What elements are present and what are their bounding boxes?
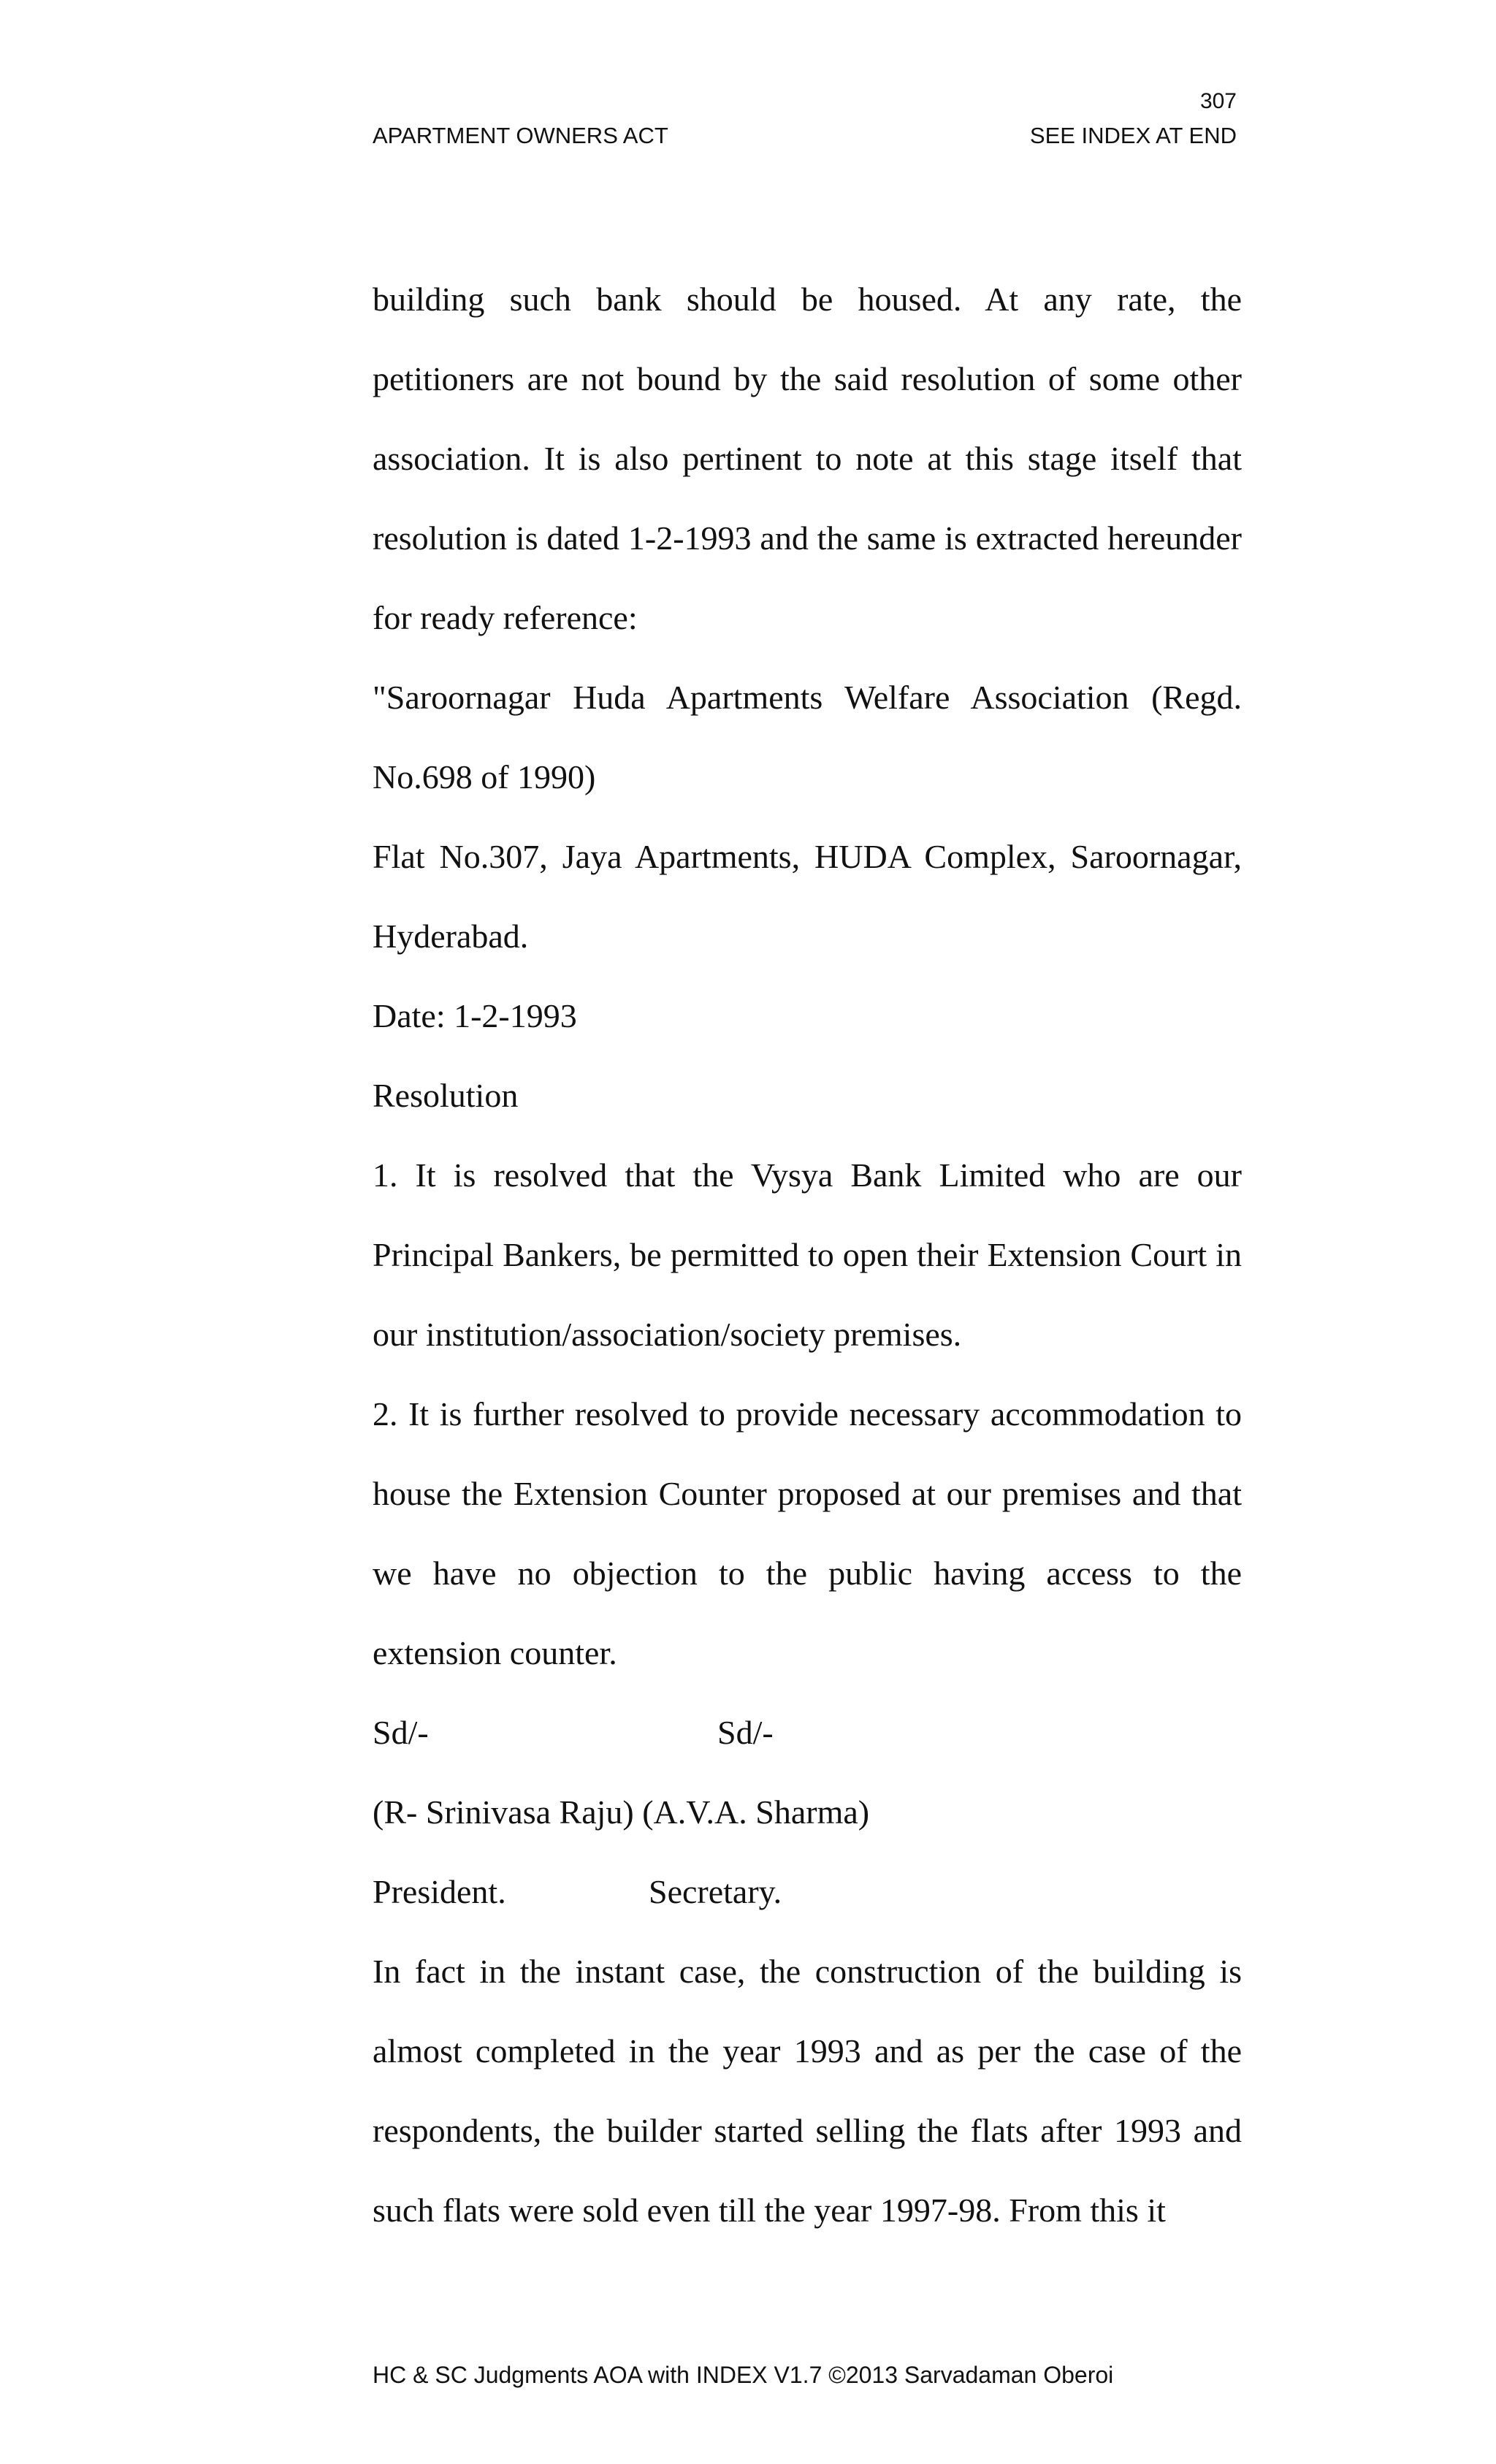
paragraph-closing: In fact in the instant case, the construction of the building is almost completed in the year 1993 and as per the case of the respondents, the builder started selling the flats after 1993 and such flats were sold even till the year 1997-98. From this it: [373, 1953, 1242, 2229]
page-number: 307: [1199, 89, 1237, 113]
resolution-item-2: 2. It is further resolved to provide necessary accommodation to house the Extension Counter proposed at our premises and that we have no objection to the public having access to the extension counter.: [373, 1395, 1242, 1671]
signatory-titles: [373, 1852, 1242, 1931]
document-body: [373, 259, 1242, 2250]
signature-mark-president: Sd/-: [373, 1714, 429, 1751]
signatory-names: (R- Srinivasa Raju) (A.V.A. Sharma): [373, 1793, 870, 1831]
paragraph-intro: building such bank should be housed. At any rate, the petitioners are not bound by the said resolution of some other association. It is also pertinent to note at this stage itself that resolution is dated 1-2-1993 and the same is extracted hereunder for ready reference:: [373, 281, 1242, 636]
resolution-heading: Resolution: [373, 1077, 519, 1114]
resolution-item-1: 1. It is resolved that the Vysya Bank Limited who are our Principal Bankers, be permitted to open their Extension Court in our institution/association/society premises.: [373, 1156, 1242, 1353]
running-header-title: APARTMENT OWNERS ACT: [373, 123, 668, 148]
title-president: President.: [373, 1873, 506, 1910]
association-address: Flat No.307, Jaya Apartments, HUDA Complex, Saroornagar, Hyderabad.: [373, 838, 1242, 955]
signature-mark-secretary: Sd/-: [717, 1714, 774, 1751]
association-name: "Saroornagar Huda Apartments Welfare Association (Regd. No.698 of 1990): [373, 679, 1242, 796]
signature-marks: [373, 1693, 1242, 1772]
running-header-index-note: SEE INDEX AT END: [1029, 123, 1237, 148]
resolution-date: Date: 1-2-1993: [373, 997, 577, 1034]
title-secretary: Secretary.: [649, 1873, 782, 1910]
page-footer: HC & SC Judgments AOA with INDEX V1.7 ©2013 Sarvadaman Oberoi: [373, 2362, 1114, 2388]
